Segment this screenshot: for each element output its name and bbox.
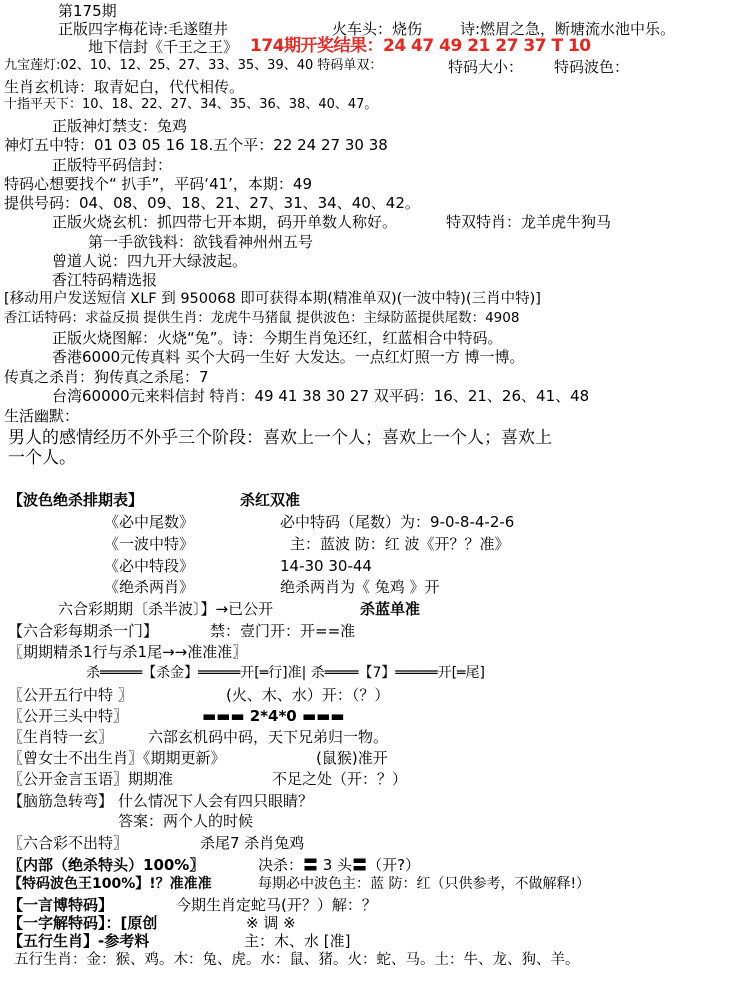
riddle-answer: 答案：两个人的时候 (118, 812, 254, 830)
provided-numbers: 提供号码：04、08、09、18、21、27、31、34、40、42。 (4, 194, 420, 212)
tail-value: 必中特码（尾数）为：9-0-8-4-2-6 (280, 513, 515, 531)
king-label: 【特码波色王100%】!？准准准 (8, 876, 212, 892)
flat-code-title: 正版特平码信封： (52, 156, 173, 174)
fax-kill: 传真之杀肖：狗传真之杀尾：7 (4, 368, 209, 386)
humor-title: 生活幽默： (4, 407, 80, 425)
lamp-five: 神灯五中特：01 03 05 16 18.五个平：22 24 27 30 38 (4, 136, 388, 154)
door-value: 禁：壹门开：开==准 (210, 622, 356, 640)
double-zodiac: 特双特肖：龙羊虎牛狗马 (446, 213, 612, 231)
zeng-said: 曾道人说：四九开大绿波起。 (52, 252, 248, 270)
issue-number: 第175期 (58, 2, 117, 20)
taiwan-fax: 台湾60000元来料信封 特肖：49 41 38 30 27 双平码：16、21、26、41、48 (52, 387, 590, 405)
nine-lotus: 九宝莲灯:02、10、12、25、27、33、35、39、40 特码单双： (4, 58, 383, 73)
inner-value: 决杀：〓 3 头〓（开?） (258, 856, 421, 874)
segment-value: 14-30 30-44 (280, 557, 372, 575)
color-kill-label: 【波色绝杀排期表】 (8, 491, 144, 509)
riddle-question: 什么情况下人会有四只眼睛？ (118, 792, 314, 810)
five-value: (火、木、水）开：（？） (226, 686, 390, 704)
yiyan-label: 【一言博特码】 (8, 896, 114, 914)
hk-fax: 香港6000元传真料 买个大码一生好 大发达。一点红灯照一方 博一博。 (52, 348, 525, 366)
zeng-label: 〖曾女士不出生肖〗《期期更新》 (8, 749, 226, 767)
xiangjiang-title: 香江特码精选报 (52, 271, 158, 289)
kill-red: 杀红双准 (240, 491, 301, 509)
ten-fingers: 十指平天下：10、18、22、27、34、35、36、38、40、47。 (4, 97, 378, 112)
plum-poem: 正版四字梅花诗:毛遂堕井 (58, 20, 229, 38)
kill2-label: 《绝杀两肖》 (104, 578, 195, 596)
yizi-value: ※ 调 ※ (246, 914, 296, 932)
result-banner: 174期开奖结果：24 47 49 21 27 37 T 10 (250, 36, 591, 56)
five-label: 〖公开五行中特 〗 (8, 686, 133, 704)
notout-label: 〖六合彩不出特〗 (8, 834, 129, 852)
one-value: 六部玄机码中码，天下兄弟归一物。 (148, 728, 389, 746)
inner-label: 〖内部（绝杀特头）100%〗 (8, 856, 205, 874)
wuxing-value: 主：木、水 [准] (244, 932, 351, 950)
yizi-label: 【一字解特码】：[原创 (8, 914, 158, 932)
notout-value: 杀尾7 杀肖兔鸡 (200, 834, 305, 852)
color-label: 特码波色： (554, 58, 630, 76)
gold-label: 〖公开金言玉语〗期期准 (8, 770, 174, 788)
kill-row: 杀═════【杀金】═════开[═行]准| 杀════【7】═════开[═尾] (86, 665, 485, 681)
size-label: 特码大小： (448, 58, 524, 76)
fire-diagram: 正版火烧图解：火烧“兔”。诗：今期生肖兔还红，红蓝相合中特码。 (52, 329, 503, 347)
zodiac-poem: 生肖玄机诗：取青妃白，代代相传。 (4, 78, 245, 96)
map-title: 地下信封《千王之王》 (88, 38, 239, 56)
riddle-label: 【脑筋急转弯】 (8, 792, 114, 810)
three-label: 〖公开三头中特〗 (8, 707, 129, 725)
line-tail: 〖期期精杀1行与杀1尾→→准准准〗 (8, 643, 248, 661)
wave-label: 《一波中特》 (104, 535, 195, 553)
sms-ad: [移动用户发送短信 XLF 到 950068 即可获得本期(精准单双)(一波中特)(三肖中特)] (4, 291, 541, 307)
wave-value: 主：蓝波 防：红 波《开？？准》 (290, 535, 510, 553)
segment-label: 《必中特段》 (104, 557, 195, 575)
tail-label: 《必中尾数》 (104, 513, 195, 531)
humor-line-2: 一个人。 (8, 448, 76, 468)
gold-value: 不足之处（开：？） (272, 770, 408, 788)
zeng-value: (鼠猴)准开 (316, 749, 388, 767)
fire-mystery: 正版火烧玄机：抓四带七开本期，码开单数人称好。 (52, 213, 398, 231)
king-value: 每期必中波色主：蓝 防：红（只供参考，不做解释!） (258, 876, 591, 892)
fire-label: 火车头：烧伤 (332, 20, 423, 38)
xiangjiang-code: 香江话特码：求益反损 提供生肖：龙虎牛马猪鼠 提供波色：主绿防蓝提供尾数：4908 (4, 310, 520, 326)
wuxing-label: 【五行生肖】-参考料 (8, 932, 150, 950)
humor-line-1: 男人的感情经历不外乎三个阶段：喜欢上一个人；喜欢上一个人；喜欢上 (8, 428, 552, 448)
kill-blue: 杀蓝单准 (360, 600, 421, 618)
pickpocket: 特码心想要找个“ 扒手”，平码‘41’，本期：49 (4, 175, 313, 193)
wuxing-full: 五行生肖：金：猴、鸡。木：兔、虎。水：鼠、猪。火：蛇、马。土：牛、龙、狗、羊。 (14, 952, 580, 968)
yiyan-value: 今期生肖定蛇马(开？）解：？ (176, 896, 377, 914)
one-label: 〖生肖特一玄〗 (8, 728, 114, 746)
poem: 诗:燃眉之急，断塘流水池中乐。 (460, 20, 676, 38)
three-value: ▬▬▬ 2*4*0 ▬▬▬ (202, 707, 345, 725)
door-label: 【六合彩每期杀一门】 (8, 622, 159, 640)
first-hand: 第一手欲钱料：欲钱看神州州五号 (88, 233, 314, 251)
lamp-ban: 正版神灯禁支：兔鸡 (52, 117, 188, 135)
half-wave: 六合彩期期〔杀半波〕】→已公开 (58, 600, 274, 618)
kill2-value: 绝杀两肖为《 兔鸡 》开 (280, 578, 440, 596)
